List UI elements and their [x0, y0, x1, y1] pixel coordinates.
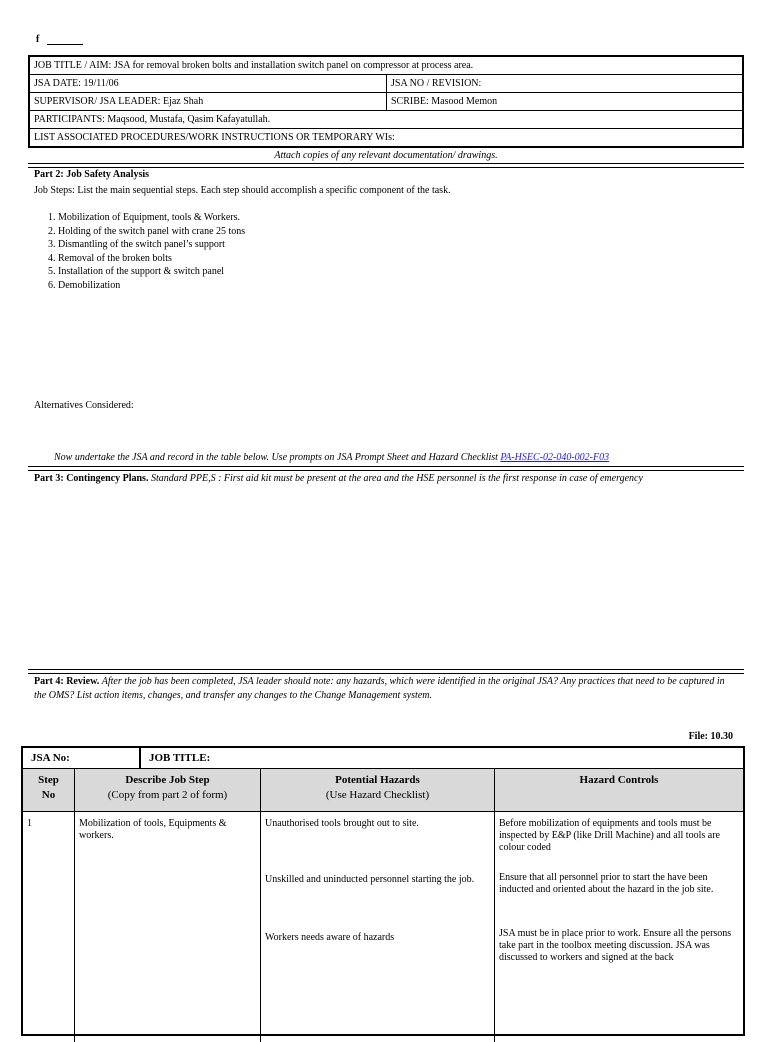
control-item: Before mobilization of equipments and tools must be inspected by E&P (like Drill Machine) and all tools are colour coded [499, 818, 720, 853]
job-steps-list [48, 211, 245, 292]
participants-field: PARTICIPANTS: Maqsood, Mustafa, Qasim Kafayatullah. [34, 114, 271, 125]
part4-section: Part 4: Review. After the job has been completed, JSA leader should note: any hazards, which were identified in the original JSA? Any practices that need to be captured in the OMS? List action items, changes, and transfer any changes to the Change Management system. [34, 676, 725, 701]
jsa-no-field: JSA NO / REVISION: [391, 78, 482, 89]
control-item: JSA must be in place prior to work. Ensure all the persons take part in the toolbox meeting discussion. JSA was discussed to workers and signed at the back [499, 928, 732, 963]
list-item: 2. Holding of the switch panel with crane 25 tons [48, 225, 246, 237]
list-item: 1. Mobilization of Equipment, tools & Workers. [48, 212, 241, 223]
job-title-field: JOB TITLE / AIM: JSA for removal broken bolts and installation switch panel on compressor at process area. [34, 60, 474, 71]
header-form [28, 55, 744, 148]
jsa-table [21, 746, 745, 1036]
hazard-item: Workers needs aware of hazards [265, 932, 395, 943]
supervisor-field: SUPERVISOR/ JSA LEADER: Ejaz Shah [30, 93, 387, 110]
controls-cell [495, 812, 743, 1042]
part3-section: Part 3: Contingency Plans. Standard PPE,S : First aid kit must be present at the area and the HSE personnel is the first response in case of emergency [34, 473, 643, 484]
file-label: File: 10.30 [688, 731, 733, 742]
table-row [23, 812, 743, 1042]
control-item: Ensure that all personnel prior to start the have been inducted and oriented about the hazard in the job site. [499, 872, 714, 895]
hazard-checklist-link[interactable]: PA-HSEC-02-040-002-F03 [500, 452, 610, 463]
part2-title: Part 2: Job Safety Analysis [34, 169, 149, 180]
undertake-note: Now undertake the JSA and record in the table below. Use prompts on JSA Prompt Sheet and Hazard Checklist PA-HSEC-02-040-002-F03 [54, 452, 610, 463]
step-no-header: Step No [23, 769, 75, 811]
jsa-date-field: JSA DATE: 19/11/06 [30, 75, 387, 92]
jsa-no-label: JSA No: [23, 748, 141, 768]
hazard-item: Unskilled and uninducted personnel starting the job. [265, 874, 475, 885]
list-item: 4. Removal of the broken bolts [48, 252, 172, 264]
list-item: 6. Demobilization [48, 279, 121, 291]
attach-note: Attach copies of any relevant documentation/ drawings. [274, 150, 498, 161]
table-header [23, 769, 743, 812]
divider [28, 163, 744, 168]
hazards-header: Potential Hazards (Use Hazard Checklist) [261, 769, 495, 811]
alternatives-label: Alternatives Considered: [34, 400, 134, 411]
list-item: 3. Dismantling of the switch panel’s support [48, 239, 225, 250]
top-mark: f [36, 34, 83, 45]
divider [28, 466, 744, 471]
list-item: 5. Installation of the support & switch panel [48, 266, 225, 277]
procedures-field: LIST ASSOCIATED PROCEDURES/WORK INSTRUCTIONS OR TEMPORARY WIs: [34, 132, 395, 143]
hazards-cell [261, 812, 495, 1042]
step-no-cell: 1 [23, 812, 75, 1042]
describe-step-header: Describe Job Step (Copy from part 2 of form) [75, 769, 261, 811]
job-title-label: JOB TITLE: [149, 752, 211, 764]
part2-description: Job Steps: List the main sequential steps. Each step should accomplish a specific component of the task. [34, 185, 451, 196]
scribe-field: SCRIBE: Masood Memon [391, 96, 498, 107]
hazard-item: Unauthorised tools brought out to site. [265, 818, 419, 829]
controls-header: Hazard Controls [579, 774, 659, 786]
divider [28, 669, 744, 674]
step-cell: Mobilization of tools, Equipments & workers. [75, 812, 261, 1042]
